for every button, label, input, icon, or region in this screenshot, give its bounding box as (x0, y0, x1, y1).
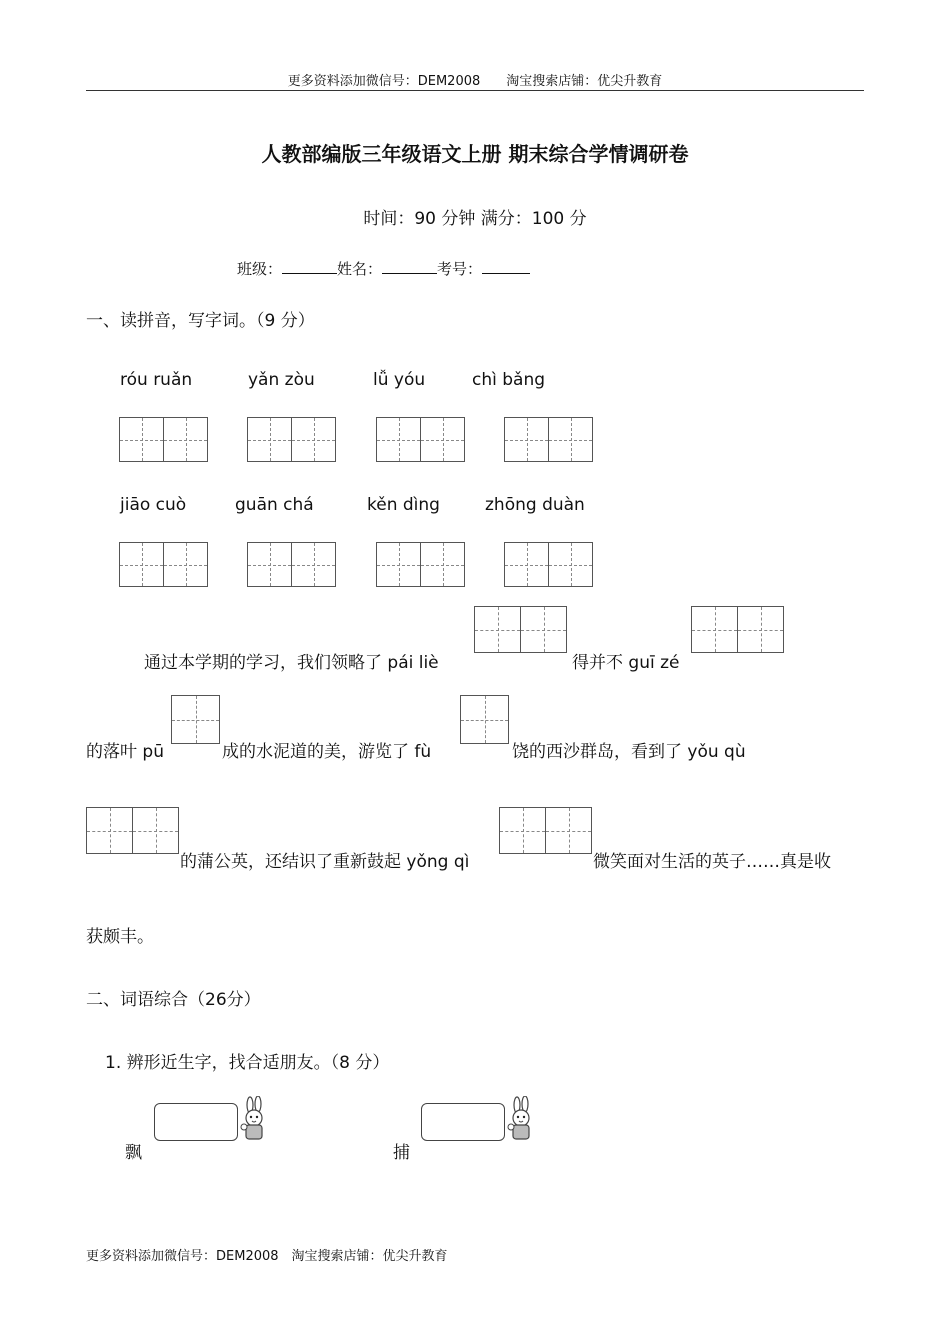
exam-no-blank[interactable] (482, 259, 530, 274)
pinyin-5: jiāo cuò (120, 495, 187, 515)
class-label: 班级： (237, 260, 283, 278)
passage-segment-3: 的落叶 pū (86, 742, 164, 762)
page-title: 人教部编版三年级语文上册 期末综合学情调研卷 (261, 142, 689, 166)
exam-no-label: 考号： (437, 260, 483, 278)
exam-time-score: 时间：90 分钟 满分：100 分 (363, 209, 587, 229)
name-blank[interactable] (382, 259, 437, 274)
passage-grid-pu[interactable] (171, 695, 220, 744)
rabbit-icon (236, 1096, 272, 1144)
passage-segment-4: 成的水泥道的美，游览了 fù (222, 742, 432, 762)
passage-grid-yongqi[interactable] (499, 807, 592, 854)
char-grid-2[interactable] (247, 417, 336, 462)
char-piao: 飘 (125, 1143, 142, 1163)
section-2-title: 二、词语综合（26分） (86, 990, 261, 1010)
char-grid-6[interactable] (247, 542, 336, 587)
section-1-title: 一、读拼音，写字词。（9 分） (86, 311, 315, 331)
passage-grid-pailie[interactable] (474, 606, 567, 653)
passage-grid-fu[interactable] (460, 695, 509, 744)
pinyin-8: zhōng duàn (485, 495, 585, 515)
page-footer: 更多资料添加微信号：DEM2008 淘宝搜索店铺：优尖升教育 (86, 1249, 448, 1264)
passage-segment-6: 的蒲公英，还结识了重新鼓起 yǒng qì (180, 852, 470, 872)
passage-grid-youqu[interactable] (86, 807, 179, 854)
char-grid-5[interactable] (119, 542, 208, 587)
answer-box-2[interactable] (421, 1103, 505, 1141)
passage-segment-2: 得并不 guī zé (572, 653, 680, 673)
pinyin-7: kěn dìng (367, 495, 440, 515)
passage-segment-1: 通过本学期的学习，我们领略了 pái liè (144, 653, 439, 673)
passage-grid-guize[interactable] (691, 606, 784, 653)
passage-segment-8: 获颇丰。 (86, 927, 154, 947)
rabbit-icon (503, 1096, 539, 1144)
class-blank[interactable] (282, 259, 337, 274)
header-divider (86, 90, 864, 91)
question-1-title: 1. 辨形近生字，找合适朋友。（8 分） (105, 1053, 390, 1073)
student-info-line (237, 258, 530, 279)
name-label: 姓名： (337, 260, 383, 278)
pinyin-3: lǚ yóu (373, 370, 426, 390)
char-grid-1[interactable] (119, 417, 208, 462)
pinyin-1: róu ruǎn (120, 370, 193, 390)
char-grid-3[interactable] (376, 417, 465, 462)
page-header: 更多资料添加微信号：DEM2008 淘宝搜索店铺：优尖升教育 (287, 74, 663, 89)
char-grid-7[interactable] (376, 542, 465, 587)
pinyin-6: guān chá (235, 495, 314, 515)
passage-segment-5: 饶的西沙群岛，看到了 yǒu qù (512, 742, 746, 762)
answer-box-1[interactable] (154, 1103, 238, 1141)
passage-segment-7: 微笑面对生活的英子……真是收 (593, 852, 831, 872)
pinyin-4: chì bǎng (472, 370, 546, 390)
char-grid-4[interactable] (504, 417, 593, 462)
char-grid-8[interactable] (504, 542, 593, 587)
char-bu: 捕 (393, 1143, 410, 1163)
pinyin-2: yǎn zòu (248, 370, 315, 390)
